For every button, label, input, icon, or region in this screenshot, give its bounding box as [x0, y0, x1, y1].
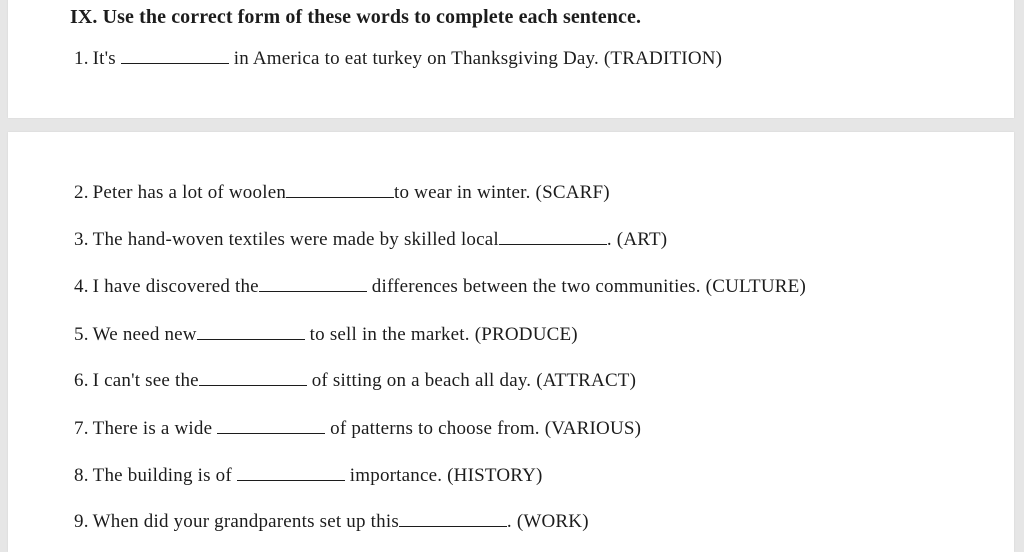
question-9 [74, 511, 589, 533]
question-text-before: I can't see the [92, 370, 199, 391]
question-number: 3. [74, 229, 89, 250]
question-text-before: When did your grandparents set up this [92, 511, 399, 532]
question-4 [74, 276, 806, 298]
question-text-after: to wear in winter. (SCARF) [394, 182, 610, 203]
answer-blank[interactable] [286, 183, 394, 198]
question-number: 1. [74, 48, 89, 69]
question-8 [74, 465, 543, 487]
question-number: 9. [74, 511, 89, 532]
question-text-before: There is a wide [92, 418, 218, 439]
answer-blank[interactable] [259, 277, 367, 292]
answer-blank[interactable] [499, 230, 607, 245]
question-number: 5. [74, 324, 89, 345]
answer-blank[interactable] [237, 466, 345, 481]
question-2 [74, 182, 610, 204]
question-text-after: importance. (HISTORY) [344, 465, 543, 486]
question-text-before: It's [92, 48, 121, 69]
question-number: 4. [74, 276, 89, 297]
question-text-after: of patterns to choose from. (VARIOUS) [325, 418, 642, 439]
exercise-heading: IX. Use the correct form of these words to complete each sentence. [70, 6, 642, 28]
question-text-after: differences between the two communities. (CULTURE) [366, 276, 806, 297]
question-text-before: We need new [92, 324, 197, 345]
question-7 [74, 418, 641, 440]
question-text-after: . (WORK) [506, 511, 589, 532]
question-number: 7. [74, 418, 89, 439]
question-5 [74, 324, 578, 346]
question-text-after: in America to eat turkey on Thanksgiving Day. (TRADITION) [228, 48, 723, 69]
question-number: 2. [74, 182, 89, 203]
question-text-before: Peter has a lot of woolen [92, 182, 287, 203]
answer-blank[interactable] [399, 512, 507, 527]
question-text-after: . (ART) [606, 229, 668, 250]
question-text-before: The building is of [92, 465, 237, 486]
question-number: 6. [74, 370, 89, 391]
answer-blank[interactable] [197, 325, 305, 340]
answer-blank[interactable] [199, 371, 307, 386]
question-3 [74, 229, 667, 251]
answer-blank[interactable] [217, 419, 325, 434]
answer-blank[interactable] [121, 49, 229, 64]
question-text-after: to sell in the market. (PRODUCE) [304, 324, 578, 345]
question-text-before: I have discovered the [92, 276, 259, 297]
question-1 [74, 48, 722, 70]
question-text-after: of sitting on a beach all day. (ATTRACT) [306, 370, 637, 391]
question-text-before: The hand-woven textiles were made by skilled local [92, 229, 499, 250]
question-6 [74, 370, 636, 392]
question-number: 8. [74, 465, 89, 486]
